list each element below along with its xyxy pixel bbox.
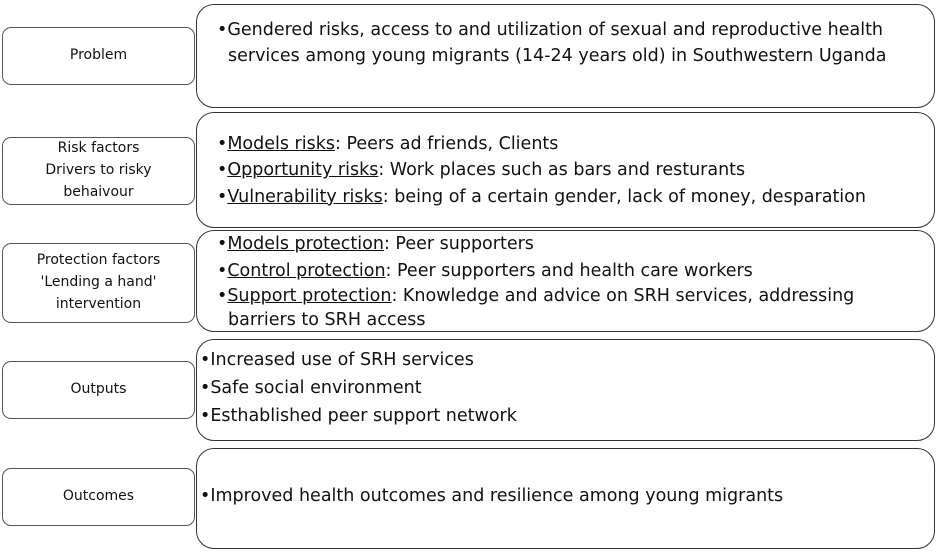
label-problem-line: Problem [69,47,128,64]
risk-item: •Models risks: Peers ad friends, Clients [217,134,559,154]
protection-item-cont: barriers to SRH access [228,309,426,330]
label-risk-line-2: Drivers to risky [45,162,152,179]
label-protection-line-2: 'Lending a hand' [40,274,157,291]
label-risk-line-3: behaivour [63,183,134,200]
problem-box [196,4,935,108]
risk-item: •Vulnerability risks: being of a certain gender, lack of money, desparation [217,186,866,207]
outputs-box [196,339,935,441]
protection-term: Control protection [227,261,386,282]
risk-term: Vulnerability risks [227,186,383,207]
risk-item: •Opportunity risks: Work places such as bars and resturants [217,160,746,181]
label-protection-line-3: intervention [55,295,142,312]
label-protection-line-1: Protection factors [36,252,161,269]
risk-term: Models risks [227,134,335,154]
label-outcomes-line: Outcomes [62,488,135,505]
protection-item: •Control protection: Peer supporters and health care workers [217,261,753,282]
risk-factors-box [196,112,935,228]
protection-term: Models protection [227,234,384,254]
risk-term: Opportunity risks [227,160,379,181]
label-outputs-line: Outputs [70,381,127,398]
protection-term: Support protection [227,286,392,307]
outcomes-box [196,448,935,549]
protection-factors-box [196,230,935,332]
output-item: •Esthablished peer support network [200,406,517,426]
outcome-item: •Improved health outcomes and resilience among young migrants [200,486,784,506]
output-item: •Increased use of SRH services [200,350,474,370]
protection-item: •Support protection: Knowledge and advice on SRH services, addressing [217,286,855,307]
label-protection-factors [2,243,195,323]
label-outcomes [2,468,195,526]
label-problem [2,27,195,85]
label-outputs [2,361,195,419]
output-item: •Safe social environment [200,378,422,398]
protection-item: •Models protection: Peer supporters [217,234,534,254]
problem-item: •Gendered risks, access to and utilization of sexual and reproductive health [217,20,884,40]
label-risk-factors [2,137,195,205]
problem-item-cont: services among young migrants (14-24 years old) in Southwestern Uganda [228,46,887,67]
label-risk-line-1: Risk factors [57,140,140,157]
